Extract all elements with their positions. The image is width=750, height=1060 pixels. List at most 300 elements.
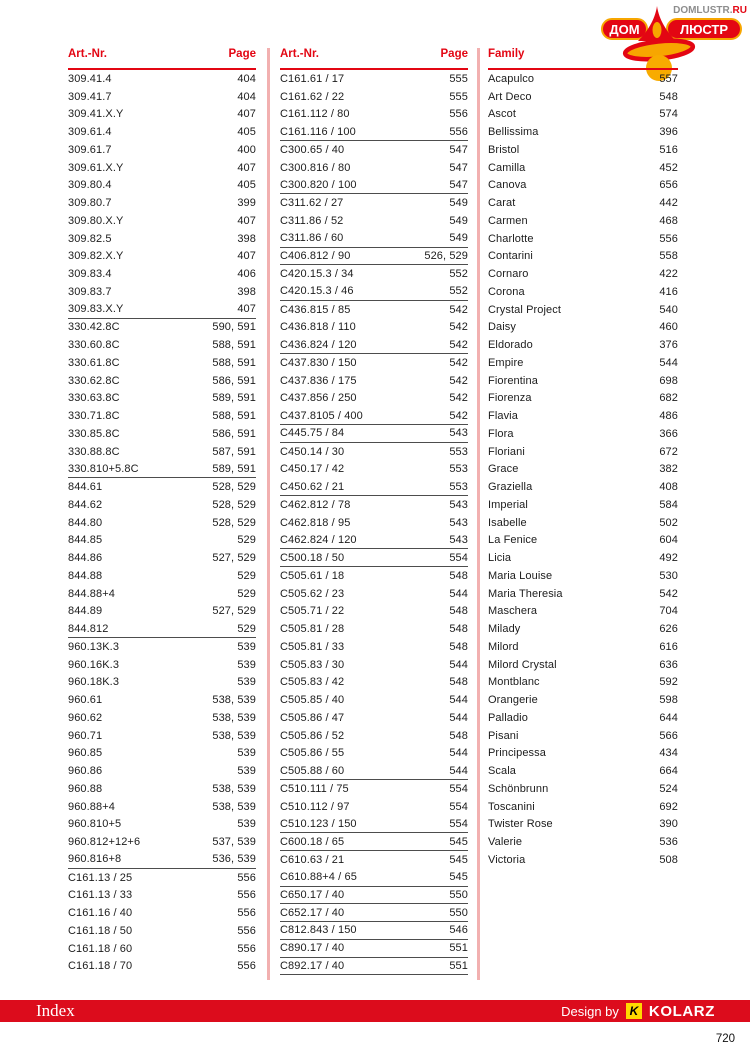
index-row (280, 887, 468, 905)
page-ref: 704 (659, 605, 678, 618)
index-row (488, 532, 678, 550)
page-ref: 546 (449, 924, 468, 937)
family-name: Ascot (488, 108, 517, 121)
art-number: 844.88+4 (68, 587, 115, 600)
page-ref: 682 (659, 392, 678, 405)
art-number: C610.88+4 / 65 (280, 871, 357, 884)
index-row (488, 390, 678, 408)
family-name: Art Deco (488, 90, 532, 103)
index-row (280, 390, 468, 408)
art-number: 330.61.8C (68, 356, 120, 369)
family-name: Flora (488, 427, 514, 440)
family-name: Carat (488, 197, 516, 210)
page-ref: 698 (659, 374, 678, 387)
page-ref: 396 (659, 126, 678, 139)
family-name: Schönbrunn (488, 782, 549, 795)
page-ref: 556 (237, 924, 256, 937)
page-ref: 549 (449, 232, 468, 245)
family-name: Grace (488, 463, 519, 476)
art-number: 309.80.7 (68, 197, 112, 210)
index-row (280, 372, 468, 390)
family-name: Bellissima (488, 126, 539, 139)
art-number: C890.17 / 40 (280, 942, 345, 955)
art-number: 309.61.4 (68, 126, 112, 139)
index-row (280, 496, 468, 514)
index-row (280, 478, 468, 496)
page-ref: 544 (449, 658, 468, 671)
page-ref: 543 (449, 498, 468, 511)
index-row (488, 762, 678, 780)
family-name: Camilla (488, 161, 526, 174)
art-number: C650.17 / 40 (280, 888, 345, 901)
index-row (68, 851, 256, 869)
family-name: Licia (488, 552, 512, 565)
index-row (280, 514, 468, 532)
logo-site-url (673, 5, 747, 16)
page-ref: 407 (237, 108, 256, 121)
page-ref: 404 (237, 90, 256, 103)
index-row (280, 336, 468, 354)
page-ref: 587, 591 (212, 445, 256, 458)
art-number: C505.61 / 18 (280, 569, 345, 582)
index-row (68, 922, 256, 940)
family-name: Victoria (488, 853, 526, 866)
page-ref: 492 (659, 552, 678, 565)
logo-pill-dom-label: ДОМ (609, 22, 640, 37)
index-row (488, 159, 678, 177)
index-row (68, 354, 256, 372)
page-ref: 486 (659, 410, 678, 423)
index-row (488, 177, 678, 195)
art-number: 330.60.8C (68, 339, 120, 352)
page-ref: 553 (449, 445, 468, 458)
page-ref: 376 (659, 339, 678, 352)
index-row (68, 301, 256, 319)
page-ref: 416 (659, 285, 678, 298)
index-row (68, 283, 256, 301)
page-ref: 538, 539 (212, 711, 256, 724)
page-ref: 586, 591 (212, 374, 256, 387)
index-row (280, 833, 468, 851)
art-number: C161.112 / 80 (280, 108, 350, 121)
index-row (488, 514, 678, 532)
index-row (488, 443, 678, 461)
art-number: 309.41.4 (68, 72, 112, 85)
index-row (68, 159, 256, 177)
page-ref: 586, 591 (212, 427, 256, 440)
page-ref: 558 (659, 250, 678, 263)
index-row (68, 372, 256, 390)
art-number: C161.13 / 33 (68, 889, 133, 902)
index-row (488, 549, 678, 567)
page-ref: 542 (449, 409, 468, 422)
index-row (68, 709, 256, 727)
index-row (488, 727, 678, 745)
index-row (280, 958, 468, 976)
family-name: Palladio (488, 711, 528, 724)
art-number: 330.810+5.8C (68, 462, 139, 475)
art-number: 960.86 (68, 765, 103, 778)
page-ref: 554 (449, 782, 468, 795)
index-row (280, 851, 468, 869)
page-ref: 528, 529 (212, 498, 256, 511)
art-number: C505.81 / 28 (280, 623, 345, 636)
page-ref: 548 (449, 729, 468, 742)
page-ref: 526, 529 (424, 249, 468, 262)
index-row (488, 336, 678, 354)
index-row (488, 745, 678, 763)
page-ref: 405 (237, 179, 256, 192)
index-row (68, 532, 256, 550)
art-number: 330.85.8C (68, 427, 120, 440)
index-row (488, 301, 678, 319)
index-row (68, 212, 256, 230)
page-ref: 616 (659, 640, 678, 653)
index-row (68, 106, 256, 124)
index-row (68, 745, 256, 763)
art-number: C300.820 / 100 (280, 178, 357, 191)
index-row (280, 443, 468, 461)
page-ref: 442 (659, 197, 678, 210)
page-number: 720 (715, 1033, 735, 1045)
logo-site-gray: DOMLUSTR. (673, 5, 733, 16)
column-header (488, 48, 678, 70)
index-row (68, 88, 256, 106)
page-ref: 460 (659, 321, 678, 334)
family-name: Principessa (488, 747, 546, 760)
index-row (280, 745, 468, 763)
page-ref: 544 (449, 587, 468, 600)
index-row (68, 319, 256, 337)
index-row (280, 141, 468, 159)
index-row (488, 407, 678, 425)
page-ref: 539 (237, 747, 256, 760)
page-ref: 529 (237, 569, 256, 582)
page-ref: 530 (659, 569, 678, 582)
index-row (280, 212, 468, 230)
page-ref: 545 (449, 853, 468, 866)
column-divider (477, 48, 480, 980)
page-ref: 548 (659, 90, 678, 103)
column-header (280, 48, 468, 70)
page-ref: 538, 539 (212, 729, 256, 742)
art-number: C161.18 / 70 (68, 960, 133, 973)
page-ref: 557 (659, 72, 678, 85)
page-ref: 548 (449, 676, 468, 689)
art-number: C505.83 / 42 (280, 676, 345, 689)
art-number: C300.65 / 40 (280, 143, 345, 156)
index-row (68, 514, 256, 532)
index-row (68, 496, 256, 514)
page-ref: 547 (449, 143, 468, 156)
index-row (280, 354, 468, 372)
page-ref: 549 (449, 214, 468, 227)
index-row (68, 798, 256, 816)
art-number: C812.843 / 150 (280, 924, 357, 937)
index-row (68, 443, 256, 461)
page-ref: 398 (237, 285, 256, 298)
column-divider (267, 48, 270, 980)
page-ref: 539 (237, 765, 256, 778)
family-name: Twister Rose (488, 818, 553, 831)
page-ref: 399 (237, 197, 256, 210)
index-row (68, 425, 256, 443)
page-ref: 548 (449, 569, 468, 582)
art-number: C437.8105 / 400 (280, 409, 363, 422)
column-header-artnr-label: Art.-Nr. (68, 48, 107, 60)
page-ref: 545 (449, 871, 468, 884)
art-number: C610.63 / 21 (280, 853, 345, 866)
art-number: C505.81 / 33 (280, 640, 345, 653)
page-ref: 543 (449, 427, 468, 440)
page-ref: 536 (659, 836, 678, 849)
index-row (488, 478, 678, 496)
page-ref: 551 (449, 942, 468, 955)
page-ref: 404 (237, 72, 256, 85)
art-number: 960.812+12+6 (68, 836, 141, 849)
index-rows (280, 70, 468, 975)
page-ref: 382 (659, 463, 678, 476)
page-ref: 539 (237, 658, 256, 671)
page-ref: 556 (237, 871, 256, 884)
index-row (280, 88, 468, 106)
column-header-page-label: Page (228, 48, 256, 60)
index-column-art-nr-2 (280, 48, 468, 975)
index-row (68, 461, 256, 479)
index-row (280, 585, 468, 603)
index-row (68, 194, 256, 212)
index-row (280, 816, 468, 834)
page-ref: 538, 539 (212, 694, 256, 707)
page-ref: 553 (449, 480, 468, 493)
family-name: Canova (488, 179, 527, 192)
page-ref: 540 (659, 303, 678, 316)
page-ref: 554 (449, 817, 468, 830)
page-ref: 407 (237, 214, 256, 227)
page-ref: 672 (659, 445, 678, 458)
family-name: La Fenice (488, 534, 538, 547)
art-number: 309.80.4 (68, 179, 112, 192)
index-row (280, 230, 468, 248)
kolarz-logo-icon: K (626, 1003, 642, 1019)
index-row (488, 212, 678, 230)
index-row (488, 194, 678, 212)
index-row (280, 194, 468, 212)
page-ref: 588, 591 (212, 356, 256, 369)
page-ref: 538, 539 (212, 782, 256, 795)
art-number: 960.88 (68, 782, 103, 795)
art-number: C161.18 / 50 (68, 924, 133, 937)
index-row (280, 922, 468, 940)
art-number: C436.824 / 120 (280, 338, 357, 351)
art-number: C505.85 / 40 (280, 694, 345, 707)
index-row (280, 425, 468, 443)
art-number: 960.85 (68, 747, 103, 760)
art-number: 309.83.4 (68, 268, 112, 281)
page-ref: 536, 539 (212, 853, 256, 866)
page-ref: 547 (449, 161, 468, 174)
index-row (68, 638, 256, 656)
index-row (488, 70, 678, 88)
page-ref: 543 (449, 533, 468, 546)
art-number: C420.15.3 / 34 (280, 268, 354, 281)
family-name: Corona (488, 285, 525, 298)
art-number: C505.71 / 22 (280, 605, 345, 618)
index-row (488, 709, 678, 727)
page-ref: 390 (659, 818, 678, 831)
footer-bar (0, 1000, 750, 1022)
page-ref: 574 (659, 108, 678, 121)
page-ref: 452 (659, 161, 678, 174)
index-row (488, 496, 678, 514)
family-name: Fiorenza (488, 392, 532, 405)
family-name: Charlotte (488, 232, 534, 245)
index-row (68, 265, 256, 283)
family-name: Orangerie (488, 694, 538, 707)
art-number: 960.62 (68, 711, 103, 724)
family-name: Maschera (488, 605, 538, 618)
page-ref: 551 (449, 959, 468, 972)
page-ref: 584 (659, 498, 678, 511)
index-row (280, 283, 468, 301)
family-name: Fiorentina (488, 374, 538, 387)
art-number: C892.17 / 40 (280, 959, 345, 972)
art-number: C161.61 / 17 (280, 72, 345, 85)
index-row (68, 904, 256, 922)
art-number: 309.82.X.Y (68, 250, 124, 263)
page-ref: 529 (237, 622, 256, 635)
page-ref: 544 (449, 711, 468, 724)
page-ref: 542 (449, 374, 468, 387)
art-number: 960.816+8 (68, 853, 122, 866)
family-name: Acapulco (488, 72, 535, 85)
page-ref: 555 (449, 90, 468, 103)
page-ref: 398 (237, 232, 256, 245)
page-ref: 552 (449, 285, 468, 298)
index-row (68, 958, 256, 976)
art-number: C505.62 / 23 (280, 587, 345, 600)
page-ref: 552 (449, 268, 468, 281)
index-row (280, 159, 468, 177)
index-row (68, 177, 256, 195)
index-row (68, 603, 256, 621)
footer-index-title: Index (36, 1001, 75, 1020)
page-ref: 555 (449, 72, 468, 85)
family-name: Bristol (488, 143, 520, 156)
art-number: 330.42.8C (68, 321, 120, 334)
index-row (488, 319, 678, 337)
family-name: Contarini (488, 250, 533, 263)
family-name: Toscanini (488, 800, 535, 813)
page-ref: 556 (237, 960, 256, 973)
art-number: 960.16K.3 (68, 658, 120, 671)
index-row (488, 88, 678, 106)
art-number: 960.61 (68, 694, 103, 707)
family-name: Crystal Project (488, 303, 562, 316)
index-row (488, 798, 678, 816)
page-ref: 529 (237, 587, 256, 600)
index-row (280, 319, 468, 337)
art-number: C510.123 / 150 (280, 817, 357, 830)
index-row (280, 407, 468, 425)
index-row (488, 425, 678, 443)
art-number: 844.88 (68, 569, 103, 582)
page-ref: 524 (659, 782, 678, 795)
art-number: C161.13 / 25 (68, 871, 133, 884)
art-number: 330.71.8C (68, 410, 120, 423)
index-row (280, 940, 468, 958)
page-ref: 553 (449, 463, 468, 476)
art-number: C311.86 / 52 (280, 214, 344, 227)
logo-pill-lustr (667, 19, 741, 39)
family-name: Valerie (488, 836, 523, 849)
index-row (488, 354, 678, 372)
index-row (68, 407, 256, 425)
index-row (280, 532, 468, 550)
art-number: 960.88+4 (68, 800, 115, 813)
page-ref: 656 (659, 179, 678, 192)
page-ref: 528, 529 (212, 516, 256, 529)
art-number: 844.80 (68, 516, 103, 529)
art-number: C505.86 / 52 (280, 729, 345, 742)
page-ref: 556 (237, 942, 256, 955)
page-ref: 644 (659, 711, 678, 724)
art-number: C462.812 / 78 (280, 498, 351, 511)
art-number: C450.17 / 42 (280, 463, 345, 476)
index-row (280, 656, 468, 674)
index-row (280, 674, 468, 692)
index-row (488, 123, 678, 141)
column-header-artnr-label: Art.-Nr. (280, 48, 319, 60)
index-row (488, 141, 678, 159)
page-ref: 400 (237, 143, 256, 156)
index-row (68, 567, 256, 585)
page-ref: 407 (237, 303, 256, 316)
page-ref: 547 (449, 178, 468, 191)
index-row (488, 833, 678, 851)
page-ref: 529 (237, 534, 256, 547)
art-number: C462.824 / 120 (280, 533, 357, 546)
family-name: Graziella (488, 481, 533, 494)
index-row (280, 780, 468, 798)
column-header-page-label: Page (440, 48, 468, 60)
art-number: C652.17 / 40 (280, 906, 345, 919)
page-ref: 528, 529 (212, 481, 256, 494)
page-ref: 537, 539 (212, 836, 256, 849)
index-row (280, 461, 468, 479)
family-name: Maria Theresia (488, 587, 563, 600)
art-number: 960.71 (68, 729, 103, 742)
index-row (488, 603, 678, 621)
family-name: Milord Crystal (488, 658, 557, 671)
index-row (68, 248, 256, 266)
family-name: Milord (488, 640, 519, 653)
art-number: 960.810+5 (68, 818, 122, 831)
art-number: 330.62.8C (68, 374, 120, 387)
page-ref: 588, 591 (212, 339, 256, 352)
page-ref: 542 (659, 587, 678, 600)
index-row (280, 798, 468, 816)
family-name: Imperial (488, 498, 528, 511)
art-number: C505.86 / 47 (280, 711, 345, 724)
page-ref: 589, 591 (212, 462, 256, 475)
page-ref: 549 (449, 197, 468, 210)
index-row (68, 674, 256, 692)
art-number: C300.816 / 80 (280, 161, 351, 174)
art-number: C436.818 / 110 (280, 321, 356, 334)
art-number: 960.13K.3 (68, 640, 120, 653)
family-name: Scala (488, 765, 517, 778)
